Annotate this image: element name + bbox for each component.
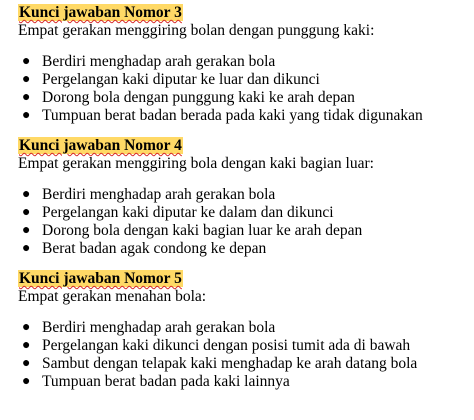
answer-list (18, 53, 474, 125)
list-item (22, 186, 474, 204)
bullet-icon: ● (22, 54, 31, 69)
list-item-text: Berdiri menghadap arah gerakan bola (42, 319, 276, 336)
list-item-text: Dorong bola dengan punggung kaki ke arah depan (42, 89, 355, 106)
section-heading: Kunci jawaban Nomor 5 (19, 270, 182, 287)
list-item (22, 240, 474, 258)
list-item-text: Tumpuan berat badan pada kaki lainnya (42, 373, 290, 390)
answer-list (18, 319, 474, 391)
list-item (22, 53, 474, 71)
list-item-text: Pergelangan kaki diputar ke luar dan dikunci (42, 71, 320, 88)
bullet-icon: ● (22, 223, 31, 238)
section-intro: Empat gerakan menahan bola: (18, 288, 207, 305)
list-item (22, 319, 474, 337)
bullet-icon: ● (22, 374, 31, 389)
list-item (22, 71, 474, 89)
answer-list (18, 186, 474, 258)
list-item (22, 89, 474, 107)
list-item-text: Berdiri menghadap arah gerakan bola (42, 186, 276, 203)
list-item (22, 355, 474, 373)
list-item-text: Sambut dengan telapak kaki menghadap ke arah datang bola (42, 355, 418, 372)
section-intro: Empat gerakan menggiring bola dengan kaki bagian luar: (18, 155, 374, 172)
section-heading: Kunci jawaban Nomor 4 (19, 137, 182, 154)
list-item (22, 373, 474, 391)
list-item-text: Tumpuan berat badan berada pada kaki yang tidak digunakan (42, 107, 423, 124)
section-intro: Empat gerakan menggiring bolan dengan punggung kaki: (18, 22, 375, 39)
bullet-icon: ● (22, 320, 31, 335)
list-item (22, 222, 474, 240)
list-item (22, 204, 474, 222)
bullet-icon: ● (22, 205, 31, 220)
answer-section-4 (18, 137, 474, 258)
list-item (22, 337, 474, 355)
list-item-text: Pergelangan kaki diputar ke dalam dan dikunci (42, 204, 334, 221)
bullet-icon: ● (22, 72, 31, 87)
answer-section-5 (18, 270, 474, 391)
list-item-text: Pergelangan kaki dikunci dengan posisi tumit ada di bawah (42, 337, 411, 354)
list-item-text: Berat badan agak condong ke depan (42, 240, 267, 257)
bullet-icon: ● (22, 356, 31, 371)
list-item-text: Berdiri menghadap arah gerakan bola (42, 53, 276, 70)
list-item (22, 107, 474, 125)
bullet-icon: ● (22, 338, 31, 353)
answer-section-3 (18, 4, 474, 125)
bullet-icon: ● (22, 108, 31, 123)
bullet-icon: ● (22, 90, 31, 105)
bullet-icon: ● (22, 187, 31, 202)
bullet-icon: ● (22, 241, 31, 256)
section-heading: Kunci jawaban Nomor 3 (19, 4, 182, 21)
list-item-text: Dorong bola dengan kaki bagian luar ke arah depan (42, 222, 363, 239)
